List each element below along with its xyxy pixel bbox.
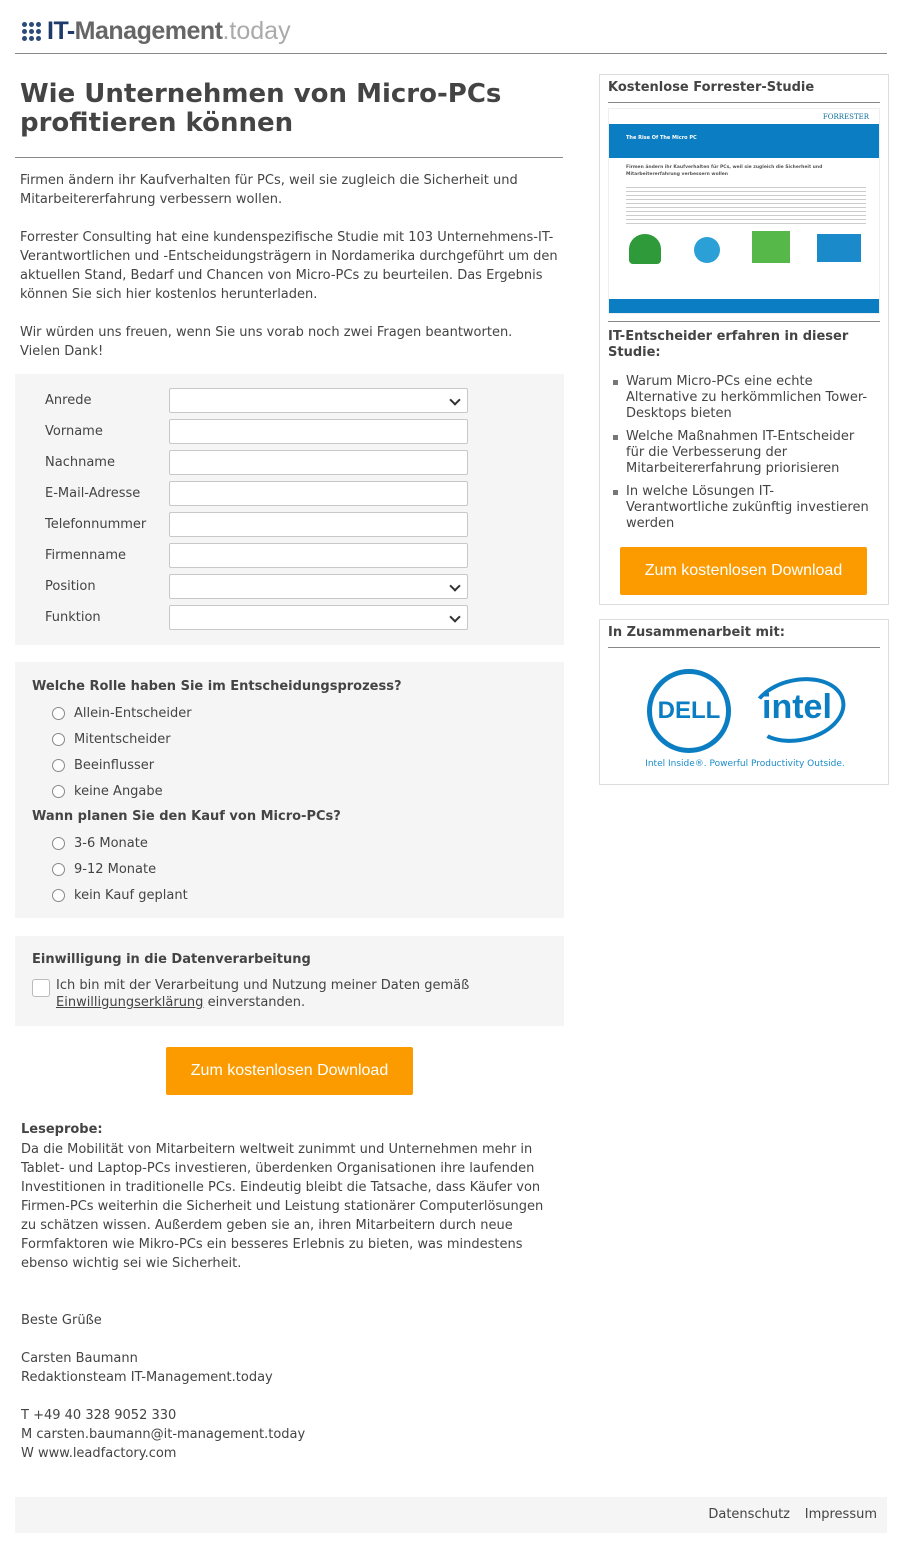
imprint-link[interactable]: Impressum	[804, 1507, 877, 1522]
page-title: Wie Unternehmen von Micro-PCs profitieren können	[20, 79, 502, 138]
privacy-link[interactable]: Datenschutz	[708, 1507, 790, 1522]
study-sidebar	[599, 74, 889, 605]
field-label: Funktion	[45, 610, 101, 625]
forrester-logo: FORRESTER	[822, 113, 869, 121]
author-email: M carsten.baumann@it-management.today	[21, 1427, 306, 1442]
divider	[608, 647, 880, 648]
radio-icon[interactable]	[52, 707, 65, 720]
study-cover-image	[608, 108, 880, 314]
form-row-email	[45, 481, 468, 506]
radio-label: kein Kauf geplant	[74, 887, 188, 903]
benefit-item	[611, 429, 871, 477]
radio-option[interactable]	[52, 886, 188, 904]
bullet-icon	[613, 435, 618, 440]
site-logo[interactable]	[22, 16, 291, 46]
benefits-title: IT-Entscheider erfahren in dieser Studie:	[608, 329, 849, 360]
author-website: W www.leadfactory.com	[21, 1446, 177, 1461]
benefit-text: Welche Maßnahmen IT-Entscheider für die Verbesserung der Mitarbeitererfahrung priorisieren	[626, 429, 855, 476]
excerpt-label: Leseprobe:	[21, 1122, 103, 1137]
intro-paragraph: Firmen ändern ihr Kaufverhalten für PCs, weil sie zugleich die Sicherheit und Mitarbeitererfahrung verbessern wollen.	[20, 173, 518, 207]
header-divider	[15, 53, 887, 54]
radio-label: 3-6 Monate	[74, 835, 148, 851]
dell-logo[interactable]: DELL	[647, 669, 731, 753]
consent-text	[56, 977, 526, 1011]
consent-text-part: einverstanden.	[203, 995, 306, 1010]
consent-title: Einwilligung in die Datenverarbeitung	[32, 952, 311, 967]
sidebar-download-button[interactable]: Zum kostenlosen Download	[620, 547, 867, 595]
phone-input[interactable]	[169, 512, 468, 537]
field-label: Telefonnummer	[45, 517, 147, 532]
benefit-text: In welche Lösungen IT-Verantwortliche zukünftig investieren werden	[626, 484, 869, 531]
footer	[15, 1497, 887, 1533]
radio-option[interactable]	[52, 860, 156, 878]
form-row-function	[45, 605, 468, 630]
bullet-icon	[613, 490, 618, 495]
function-select[interactable]	[169, 605, 468, 630]
form-row-position	[45, 574, 468, 599]
radio-option[interactable]	[52, 834, 148, 852]
company-input[interactable]	[169, 543, 468, 568]
field-label: Vorname	[45, 424, 103, 439]
cover-title: The Rise Of The Micro PC	[626, 135, 697, 141]
radio-option[interactable]	[52, 704, 192, 722]
anrede-select[interactable]	[169, 388, 468, 413]
field-label: Position	[45, 579, 96, 594]
cover-headline: Firmen ändern ihr Kaufverhalten für PCs, weil sie zugleich die Sicherheit und Mitarbeitererfahrung verbessern wollen	[626, 165, 823, 177]
partner-tagline: Intel Inside®. Powerful Productivity Outside.	[645, 759, 845, 769]
consent-link[interactable]: Einwilligungserklärung	[56, 995, 204, 1010]
radio-icon[interactable]	[52, 759, 65, 772]
intel-logo[interactable]: intel	[762, 688, 832, 726]
radio-label: Beeinflusser	[74, 757, 155, 773]
vorname-input[interactable]	[169, 419, 468, 444]
intro-paragraph: Wir würden uns freuen, wenn Sie uns vorab noch zwei Fragen beantworten. Vielen Dank!	[20, 325, 513, 359]
form-row-phone	[45, 512, 468, 537]
radio-label: Allein-Entscheider	[74, 705, 192, 721]
download-button[interactable]: Zum kostenlosen Download	[166, 1047, 413, 1095]
radio-icon[interactable]	[52, 863, 65, 876]
radio-label: keine Angabe	[74, 783, 163, 799]
form-row-company	[45, 543, 468, 568]
nachname-input[interactable]	[169, 450, 468, 475]
field-label: Anrede	[45, 393, 92, 408]
study-title: Kostenlose Forrester-Studie	[608, 80, 815, 95]
radio-icon[interactable]	[52, 733, 65, 746]
author-phone: T +49 40 328 9052 330	[21, 1408, 177, 1423]
email-input[interactable]	[169, 481, 468, 506]
bullet-icon	[613, 380, 618, 385]
radio-icon[interactable]	[52, 837, 65, 850]
logo-text: .today	[222, 16, 291, 45]
position-select[interactable]	[169, 574, 468, 599]
field-label: Firmenname	[45, 548, 127, 563]
field-label: E-Mail-Adresse	[45, 486, 141, 501]
consent-text-part: Ich bin mit der Verarbeitung und Nutzung meiner Daten gemäß	[56, 978, 470, 993]
radio-icon[interactable]	[52, 889, 65, 902]
author-name: Carsten Baumann	[21, 1351, 138, 1366]
divider	[608, 102, 880, 103]
excerpt-text: Da die Mobilität von Mitarbeitern weltweit zunimmt und Unternehmen mehr in Tablet- und Laptop-PCs investieren, überdenken Organisationen ihre laufenden Investitionen in traditionelle PCs. Eindeutig bleibt die Tatsache, dass Käufer von Firmen-PCs weiterhin die Sicherheit und Leistung stationärer Computerlösungen zu schätzen wissen. Außerdem geben sie an, ihren Mitarbeitern durch neue Formfaktoren wie Mikro-PCs ein besseres Erlebnis zu bieten, was mindestens ebenso wichtig sei wie Sicherheit.	[21, 1142, 544, 1271]
radio-label: Mitentscheider	[74, 731, 171, 747]
field-label: Nachname	[45, 455, 115, 470]
logo-dots-icon	[22, 22, 41, 41]
radio-option[interactable]	[52, 756, 154, 774]
form-row-anrede	[45, 388, 468, 413]
title-divider	[15, 157, 563, 158]
form-row-vorname	[45, 419, 468, 444]
question-role: Welche Rolle haben Sie im Entscheidungsprozess?	[32, 679, 402, 694]
benefit-item	[611, 484, 871, 532]
author-team: Redaktionsteam IT-Management.today	[21, 1370, 273, 1385]
radio-option[interactable]	[52, 782, 163, 800]
question-purchase: Wann planen Sie den Kauf von Micro-PCs?	[32, 809, 341, 824]
logo-text: IT-	[47, 16, 75, 45]
form-row-nachname	[45, 450, 468, 475]
intro-paragraph: Forrester Consulting hat eine kundenspezifische Studie mit 103 Unternehmens-IT-Verantwortlichen und -Entscheidungsträgern in Nordamerika durchgeführt um den aktuellen Stand, Bedarf und Chancen von Micro-PCs zu beurteilen. Das Ergebnis können Sie sich hier kostenlos herunterladen.	[20, 230, 558, 302]
benefit-item	[611, 374, 871, 422]
radio-option[interactable]	[52, 730, 171, 748]
partner-title: In Zusammenarbeit mit:	[608, 625, 785, 640]
benefit-text: Warum Micro-PCs eine echte Alternative zu herkömmlichen Tower-Desktops bieten	[626, 374, 868, 421]
consent-checkbox[interactable]	[32, 979, 50, 997]
radio-icon[interactable]	[52, 785, 65, 798]
greeting: Beste Grüße	[21, 1313, 102, 1328]
logo-text: Management	[74, 16, 223, 45]
divider	[608, 321, 880, 322]
radio-label: 9-12 Monate	[74, 861, 157, 877]
contact-form	[15, 374, 564, 645]
partner-box	[599, 619, 889, 785]
